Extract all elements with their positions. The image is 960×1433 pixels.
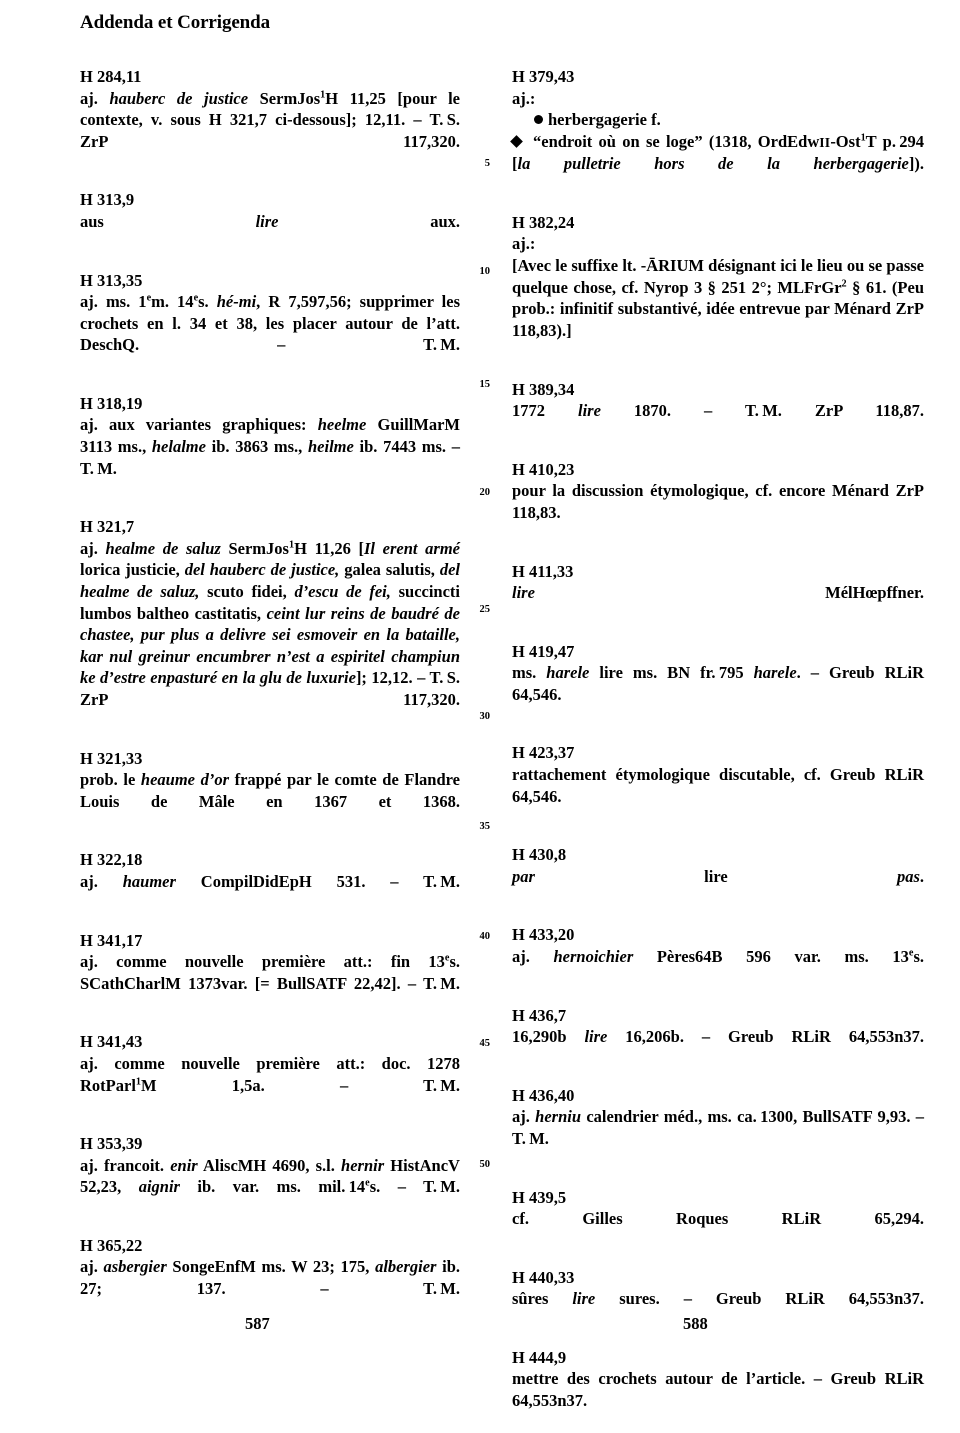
page-title: Addenda et Corrigenda xyxy=(80,12,271,33)
dictionary-entry xyxy=(80,270,460,378)
entry-body: 1772 lire 1870. – T. M. ZrP 118,87. xyxy=(512,401,924,421)
entry-lemma: H 436,40 xyxy=(512,1085,575,1105)
entry-lemma: H 365,22 xyxy=(80,1235,143,1255)
dictionary-entry xyxy=(512,66,924,196)
dictionary-entry xyxy=(512,1267,924,1332)
line-number: 45 xyxy=(479,1038,490,1049)
entry-body: aj. healme de saluz SermJos$^1$H 11,26 [Il erent armé lorica justicie, del hauberc de justice, galea salutis, del healme de saluz, scuto fidei, d’escu de fei, succincti lumbos baltheo castitatis, ceint lur reins de baudré de chastee, pur plus a delivre sei esmoveir en la bataille, kar nul greinur encumbrer n’est a espiritel champiun ke d’estre enpasturé en la glu de luxurie]; 12,12. – T. S. ZrP 117,320. xyxy=(80,538,461,709)
entry-body: aj. herniu calendrier méd., ms. ca. 1300, BullSATF 9,93. – T. M. xyxy=(512,1107,924,1148)
entry-lemma: H 321,7 xyxy=(80,517,135,537)
dictionary-entry xyxy=(80,516,460,732)
line-number: 20 xyxy=(479,487,490,498)
entry-lemma: H 433,20 xyxy=(512,925,575,945)
entry-lemma: H 430,8 xyxy=(512,845,567,865)
entry-body: aj. asbergier SongeEnfM ms. W 23; 175, albergier ib. 27; 137. – T. M. xyxy=(80,1257,461,1299)
dictionary-entry xyxy=(512,561,924,626)
right-column xyxy=(512,66,924,1433)
folio-number-left: 587 xyxy=(245,1314,270,1333)
entry-body: aj. haumer CompilDidEpH 531. – T. M. xyxy=(80,871,461,891)
entry-lemma: H 379,43 xyxy=(512,67,575,86)
dictionary-entry xyxy=(80,748,460,834)
entry-lemma: H 410,23 xyxy=(512,459,575,479)
dictionary-entry xyxy=(512,1187,924,1252)
entry-body: aj. ms. 1em. 14es. hé-mi, R 7,597,56; supprimer les crochets en l. 34 et 38, les placer autour de l’att. DeschQ. – T. M. xyxy=(80,292,461,355)
entry-lemma: H 382,24 xyxy=(512,212,575,232)
dictionary-entry xyxy=(512,1085,924,1171)
entry-body: aj. comme nouvelle première att.: fin 13es. SCathCharlM 1373var. [= BullSATF 22,42]. – T. M. xyxy=(80,952,460,993)
entry-lemma: H 423,37 xyxy=(512,743,575,763)
entry-body: cf. Gilles Roques RLiR 65,294. xyxy=(512,1209,924,1229)
entry-lemma: H 389,34 xyxy=(512,379,575,399)
dictionary-entry xyxy=(512,844,924,909)
entry-body: rattachement étymologique discutable, cf. Greub RLiR 64,546. xyxy=(512,764,924,806)
entry-lemma: H 313,9 xyxy=(80,190,135,210)
entry-lemma: H 440,33 xyxy=(512,1267,575,1287)
dictionary-entry xyxy=(512,1005,924,1070)
line-number: 30 xyxy=(479,711,490,722)
entry-sense-body: [Avec le suffixe lt. -ĀRIUM désignant ici le lieu ou se passe quelque chose, cf. Nyrop 3 § 251 2°; MLFrGr$^2$ § 61. (Peu prob.: infinitif substantivé, idée entrevue par Ménard ZrP 118,83).] xyxy=(512,256,924,340)
entry-sense-body: “endroit où on se loge” (1318, OrdEdwII-Ost$^1$T p. 294 [la pulletrie hors de la herbergagerie]). xyxy=(512,131,925,174)
entry-lemma: H 411,33 xyxy=(512,561,574,581)
entry-body: ms. harele lire ms. BN fr. 795 harele. – Greub RLiR 64,546. xyxy=(512,663,924,704)
dictionary-entry xyxy=(512,1347,924,1433)
line-number: 5 xyxy=(484,158,490,169)
entry-body: aj. hernoichier Pères64B 596 var. ms. 13es. xyxy=(512,946,925,966)
entry-lemma: H 341,43 xyxy=(80,1032,143,1052)
line-number: 50 xyxy=(479,1159,490,1170)
entry-lemma: H 419,47 xyxy=(512,641,575,661)
entry-body: 16,290b lire 16,206b. – Greub RLiR 64,553n37. xyxy=(512,1027,924,1047)
entry-body: prob. le heaume d’or frappé par le comte de Flandre Louis de Mâle en 1367 et 1368. xyxy=(80,770,461,811)
entry-body: aj. hauberc de justice SermJos$^1$H 11,25 [pour le contexte, v. sous H 321,7 ci-dessous]; 12,11. – T. S. ZrP 117,320. xyxy=(80,88,460,151)
dictionary-entry xyxy=(512,212,924,363)
dictionary-entry xyxy=(80,66,460,174)
dictionary-entry xyxy=(512,459,924,545)
entry-body: par lire pas. xyxy=(512,866,924,886)
entry-lemma: H 341,17 xyxy=(80,930,143,950)
dictionary-entry xyxy=(80,849,460,914)
entry-body: aj. aux variantes graphiques: heelme GuillMarM 3113 ms., helalme ib. 3863 ms., heilme ib. 7443 ms. – T. M. xyxy=(80,415,461,478)
entry-lemma: H 322,18 xyxy=(80,850,143,870)
line-number: 15 xyxy=(479,379,490,390)
entry-body: pour la discussion étymologique, cf. encore Ménard ZrP 118,83. xyxy=(512,481,924,522)
entry-body: aj. comme nouvelle première att.: doc. 1278 RotParl$^1$M 1,5a. – T. M. xyxy=(80,1053,460,1095)
dictionary-entry xyxy=(512,379,924,444)
dictionary-entry xyxy=(80,930,460,1016)
entry-lemma: H 318,19 xyxy=(80,393,143,413)
dictionary-entry xyxy=(80,1031,460,1117)
entry-body: sûres lire sures. – Greub RLiR 64,553n37. xyxy=(512,1289,924,1309)
dictionary-entry xyxy=(80,393,460,501)
entry-lemma: H 444,9 xyxy=(512,1347,567,1367)
entry-body: mettre des crochets autour de l’article. – Greub RLiR 64,553n37. xyxy=(512,1369,924,1411)
dictionary-entry xyxy=(512,641,924,727)
line-number: 40 xyxy=(479,931,490,942)
dictionary-entry xyxy=(80,1235,460,1321)
entry-lemma: H 353,39 xyxy=(80,1134,143,1154)
line-number: 10 xyxy=(479,266,490,277)
entry-body: aj. francoit. enir AliscMH 4690, s.l. hernir HistAncV 52,23, aignir ib. var. ms. mil. 14es. – T. M. xyxy=(80,1155,460,1197)
entry-body: lire MélHœpffner. xyxy=(512,583,924,602)
dictionary-entry xyxy=(512,742,924,828)
folio-number-right: 588 xyxy=(683,1314,708,1333)
dictionary-entry xyxy=(80,189,460,254)
entry-lemma: H 439,5 xyxy=(512,1187,567,1207)
dictionary-entry xyxy=(512,924,924,989)
entry-lemma: H 313,35 xyxy=(80,270,143,290)
line-number: 35 xyxy=(479,821,490,832)
entry-body: aj.: xyxy=(512,234,536,254)
entry-lemma: H 284,11 xyxy=(80,67,142,86)
line-number: 25 xyxy=(479,604,490,615)
dictionary-entry xyxy=(80,1133,460,1219)
entry-body: aj.: xyxy=(512,88,536,108)
entry-lemma: H 321,33 xyxy=(80,748,143,768)
left-column xyxy=(80,66,460,1321)
entry-sense-headword: herbergagerie f. xyxy=(512,109,924,131)
entry-body: aus lire aux. xyxy=(80,211,460,231)
entry-lemma: H 436,7 xyxy=(512,1005,567,1025)
